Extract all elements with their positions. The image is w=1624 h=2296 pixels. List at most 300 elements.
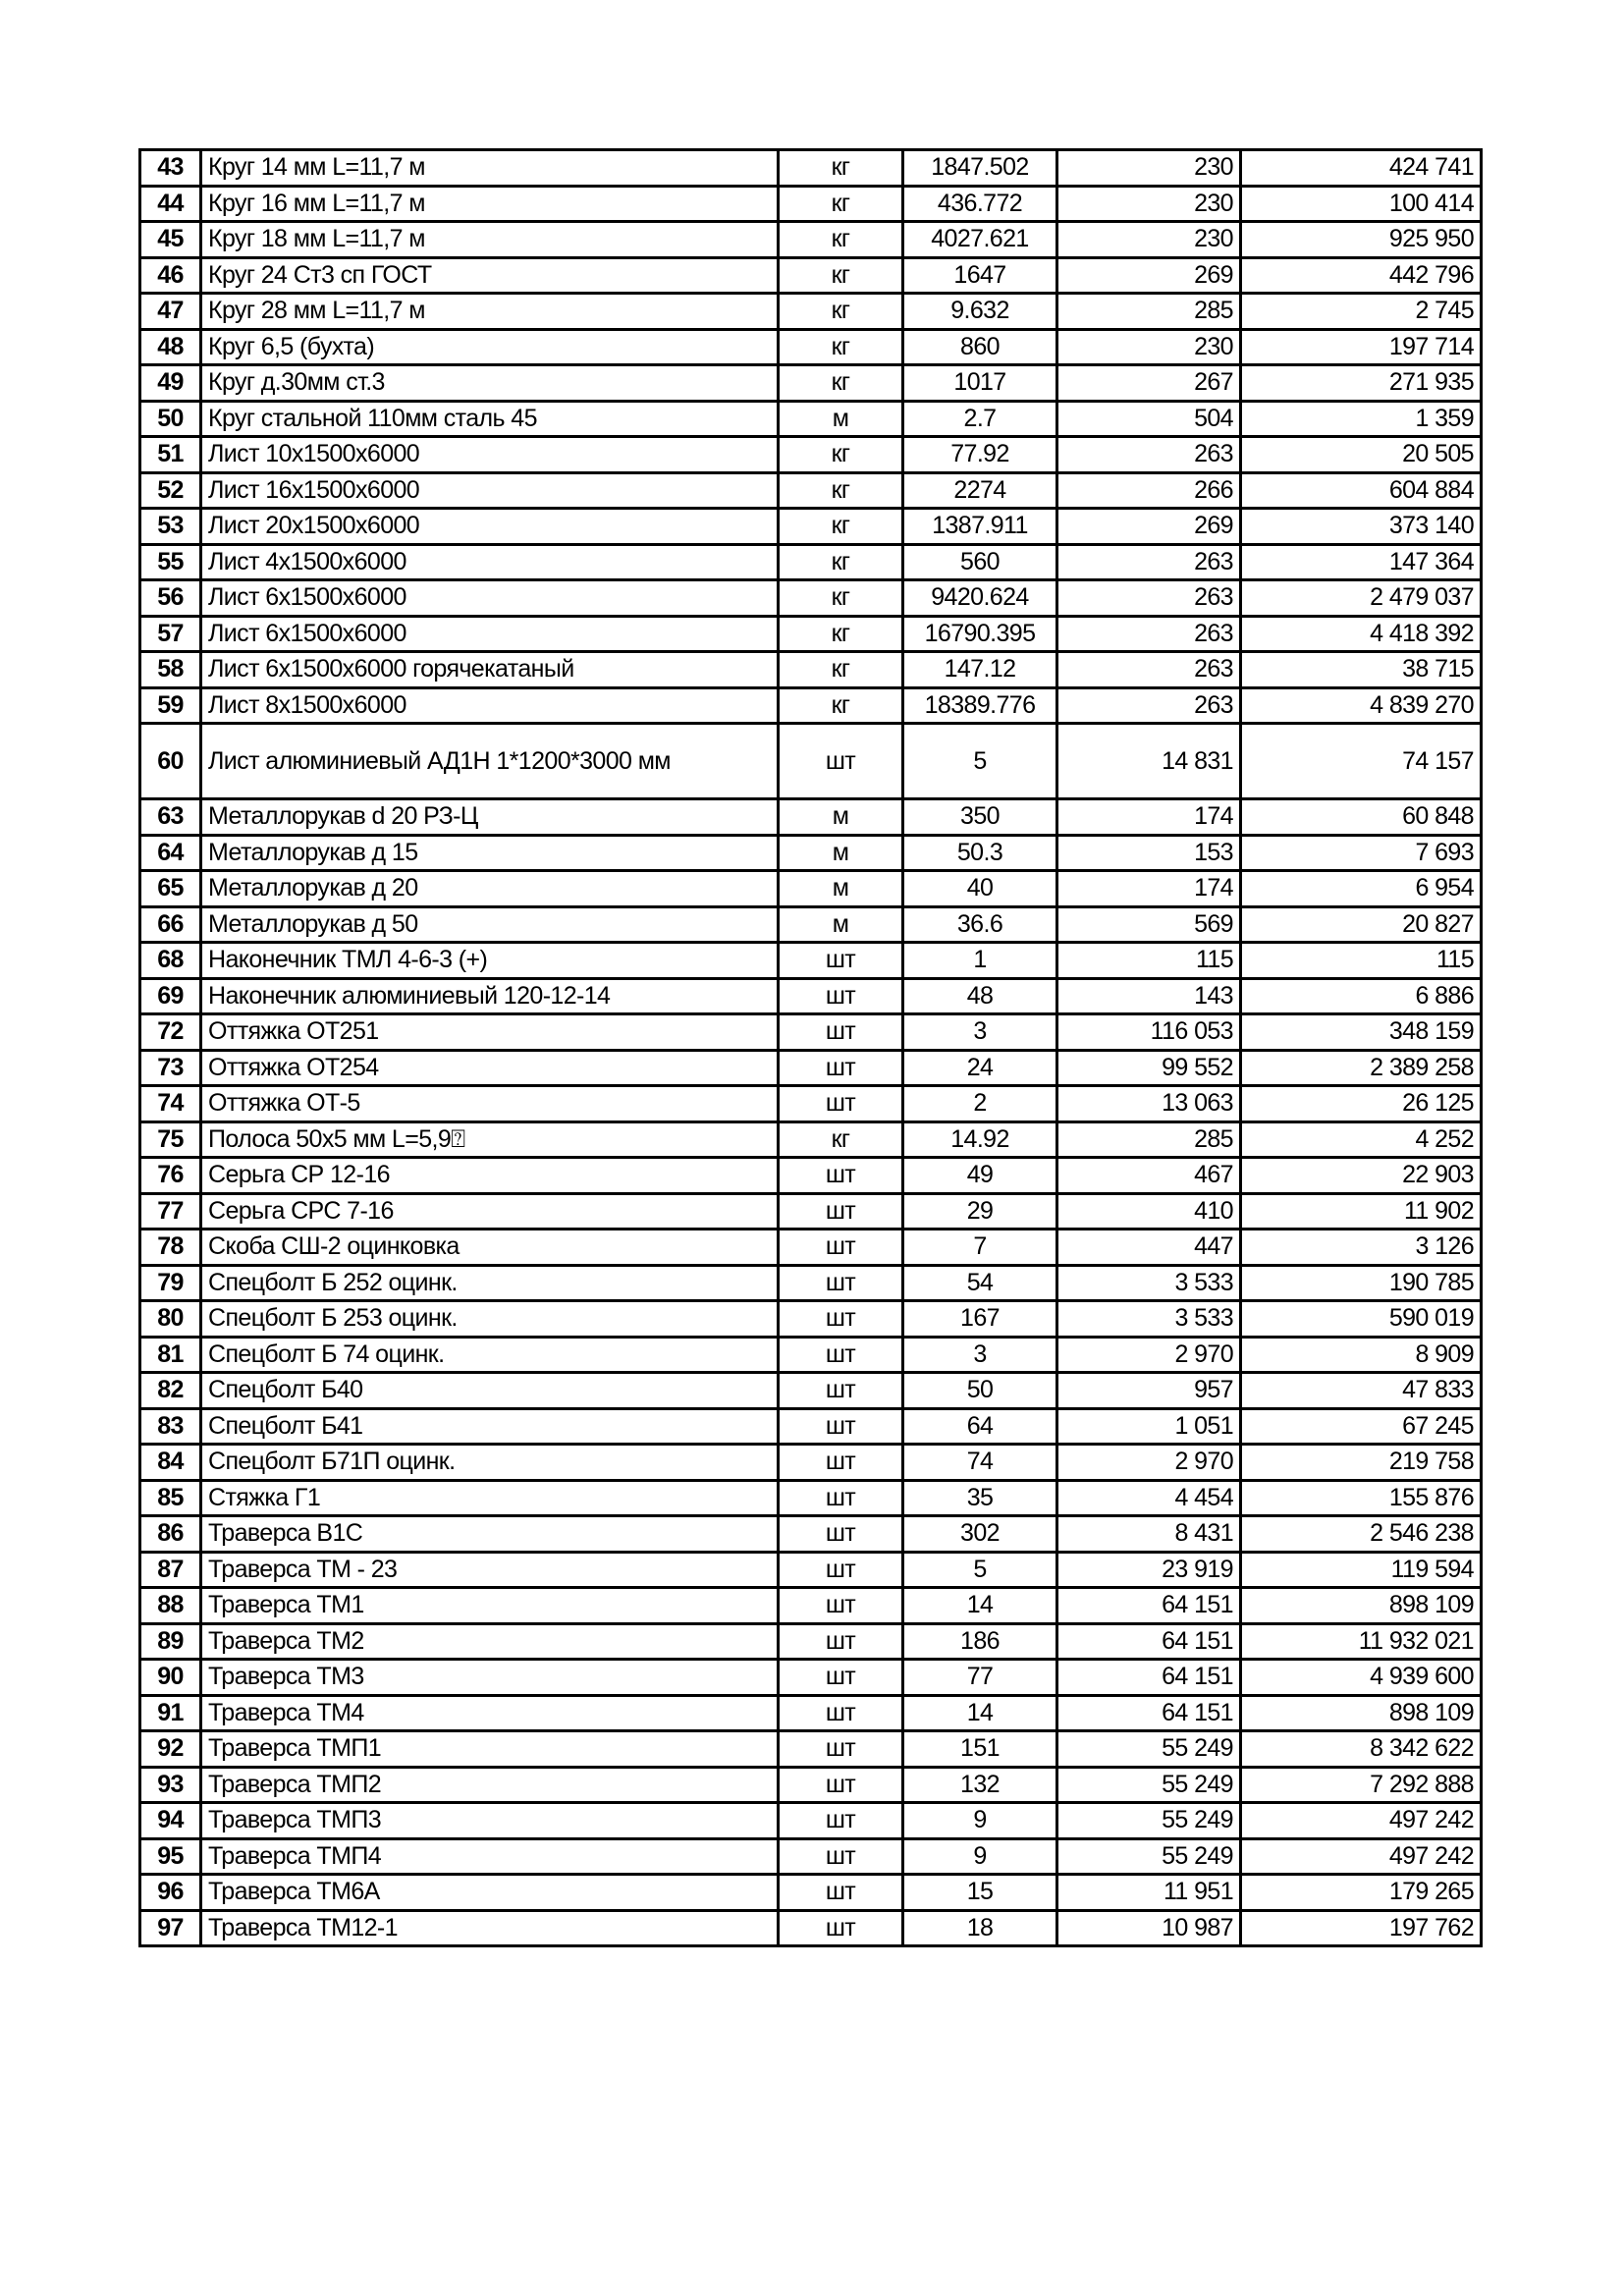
item-name: Траверса ТМ6А [201,1875,779,1911]
row-number: 59 [140,687,201,724]
item-unit: шт [779,1014,903,1051]
table-row [140,652,1482,688]
item-total: 197 714 [1241,329,1482,365]
item-total: 7 693 [1241,835,1482,871]
item-price: 569 [1057,906,1241,943]
item-quantity: 50.3 [903,835,1057,871]
item-unit: шт [779,1695,903,1731]
item-total: 115 [1241,943,1482,979]
item-total: 3 126 [1241,1230,1482,1266]
item-quantity: 167 [903,1301,1057,1338]
item-price: 447 [1057,1230,1241,1266]
item-total: 100 414 [1241,186,1482,222]
item-unit: шт [779,1193,903,1230]
item-unit: шт [779,1660,903,1696]
item-price: 55 249 [1057,1803,1241,1839]
item-unit: кг [779,186,903,222]
row-number: 50 [140,401,201,437]
items-table-body [140,150,1482,1946]
row-number: 56 [140,580,201,617]
item-price: 64 151 [1057,1623,1241,1660]
item-price: 64 151 [1057,1588,1241,1624]
item-total: 26 125 [1241,1086,1482,1122]
item-unit: шт [779,1301,903,1338]
item-name: Траверса ТМП2 [201,1767,779,1803]
item-price: 55 249 [1057,1767,1241,1803]
row-number: 84 [140,1445,201,1481]
table-row [140,799,1482,836]
row-number: 74 [140,1086,201,1122]
item-quantity: 132 [903,1767,1057,1803]
table-row [140,835,1482,871]
item-name: Стяжка Г1 [201,1480,779,1516]
item-name: Лист 20х1500х6000 [201,509,779,545]
item-unit: кг [779,257,903,294]
item-quantity: 9 [903,1838,1057,1875]
item-quantity: 9420.624 [903,580,1057,617]
item-quantity: 14 [903,1695,1057,1731]
item-name: Лист 6х1500х6000 [201,580,779,617]
item-quantity: 9.632 [903,294,1057,330]
item-name: Спецболт Б71П оцинк. [201,1445,779,1481]
item-price: 64 151 [1057,1695,1241,1731]
item-name: Спецболт Б 253 оцинк. [201,1301,779,1338]
item-name: Металлорукав д 15 [201,835,779,871]
item-total: 2 546 238 [1241,1516,1482,1553]
table-row [140,724,1482,799]
item-name: Спецболт Б 252 оцинк. [201,1265,779,1301]
item-price: 263 [1057,437,1241,473]
item-quantity: 186 [903,1623,1057,1660]
item-total: 898 109 [1241,1588,1482,1624]
table-row [140,437,1482,473]
row-number: 43 [140,150,201,187]
item-unit: шт [779,1230,903,1266]
item-name: Серьга СР 12-16 [201,1158,779,1194]
item-name: Траверса ТМ3 [201,1660,779,1696]
item-unit: м [779,799,903,836]
item-name: Оттяжка ОТ251 [201,1014,779,1051]
item-quantity: 24 [903,1050,1057,1086]
item-quantity: 18 [903,1910,1057,1946]
item-quantity: 147.12 [903,652,1057,688]
row-number: 45 [140,222,201,258]
item-price: 230 [1057,186,1241,222]
item-price: 11 951 [1057,1875,1241,1911]
item-price: 116 053 [1057,1014,1241,1051]
table-row [140,544,1482,580]
row-number: 91 [140,1695,201,1731]
item-unit: шт [779,1516,903,1553]
item-quantity: 14 [903,1588,1057,1624]
item-quantity: 560 [903,544,1057,580]
item-price: 99 552 [1057,1050,1241,1086]
item-total: 2 479 037 [1241,580,1482,617]
item-price: 174 [1057,799,1241,836]
row-number: 46 [140,257,201,294]
item-name: Лист 16х1500х6000 [201,472,779,509]
item-total: 424 741 [1241,150,1482,187]
table-row [140,1373,1482,1409]
item-total: 11 932 021 [1241,1623,1482,1660]
item-price: 269 [1057,509,1241,545]
row-number: 83 [140,1408,201,1445]
row-number: 64 [140,835,201,871]
item-total: 2 389 258 [1241,1050,1482,1086]
item-quantity: 36.6 [903,906,1057,943]
item-name: Наконечник алюминиевый 120-12-14 [201,978,779,1014]
row-number: 78 [140,1230,201,1266]
row-number: 79 [140,1265,201,1301]
item-name: Спецболт Б40 [201,1373,779,1409]
item-quantity: 48 [903,978,1057,1014]
table-row [140,222,1482,258]
item-price: 269 [1057,257,1241,294]
item-price: 263 [1057,687,1241,724]
item-total: 442 796 [1241,257,1482,294]
item-total: 348 159 [1241,1014,1482,1051]
table-row [140,1445,1482,1481]
row-number: 85 [140,1480,201,1516]
item-price: 3 533 [1057,1301,1241,1338]
item-price: 957 [1057,1373,1241,1409]
item-total: 11 902 [1241,1193,1482,1230]
row-number: 58 [140,652,201,688]
item-total: 179 265 [1241,1875,1482,1911]
table-row [140,906,1482,943]
item-price: 3 533 [1057,1265,1241,1301]
row-number: 63 [140,799,201,836]
item-quantity: 2.7 [903,401,1057,437]
item-name: Траверса ТМ1 [201,1588,779,1624]
item-quantity: 9 [903,1803,1057,1839]
table-row [140,1875,1482,1911]
table-row [140,978,1482,1014]
item-name: Спецболт Б 74 оцинк. [201,1337,779,1373]
row-number: 72 [140,1014,201,1051]
item-total: 197 762 [1241,1910,1482,1946]
item-name: Траверса ТМП1 [201,1731,779,1768]
item-total: 4 252 [1241,1121,1482,1158]
item-total: 590 019 [1241,1301,1482,1338]
item-total: 155 876 [1241,1480,1482,1516]
item-total: 22 903 [1241,1158,1482,1194]
table-row [140,1050,1482,1086]
item-quantity: 1017 [903,365,1057,402]
item-quantity: 1847.502 [903,150,1057,187]
row-number: 80 [140,1301,201,1338]
item-price: 263 [1057,652,1241,688]
row-number: 93 [140,1767,201,1803]
item-unit: шт [779,1480,903,1516]
item-name: Металлорукав d 20 РЗ-Ц [201,799,779,836]
item-unit: кг [779,329,903,365]
item-name: Лист 6х1500х6000 горячекатаный [201,652,779,688]
item-total: 47 833 [1241,1373,1482,1409]
item-total: 497 242 [1241,1838,1482,1875]
table-row [140,943,1482,979]
item-quantity: 4027.621 [903,222,1057,258]
item-price: 230 [1057,329,1241,365]
row-number: 95 [140,1838,201,1875]
row-number: 44 [140,186,201,222]
row-number: 97 [140,1910,201,1946]
item-quantity: 29 [903,1193,1057,1230]
row-number: 66 [140,906,201,943]
row-number: 77 [140,1193,201,1230]
item-total: 604 884 [1241,472,1482,509]
item-total: 20 505 [1241,437,1482,473]
item-name: Траверса ТМП4 [201,1838,779,1875]
table-row [140,1803,1482,1839]
row-number: 53 [140,509,201,545]
item-price: 266 [1057,472,1241,509]
item-price: 64 151 [1057,1660,1241,1696]
item-price: 8 431 [1057,1516,1241,1553]
row-number: 89 [140,1623,201,1660]
item-quantity: 77 [903,1660,1057,1696]
item-name: Оттяжка ОТ-5 [201,1086,779,1122]
row-number: 65 [140,871,201,907]
item-price: 115 [1057,943,1241,979]
item-unit: шт [779,1552,903,1588]
item-unit: шт [779,1445,903,1481]
item-unit: шт [779,1731,903,1768]
table-row [140,509,1482,545]
item-name: Лист 6х1500х6000 [201,616,779,652]
item-unit: шт [779,1408,903,1445]
item-unit: кг [779,580,903,617]
item-quantity: 1 [903,943,1057,979]
item-quantity: 151 [903,1731,1057,1768]
item-total: 60 848 [1241,799,1482,836]
item-total: 2 745 [1241,294,1482,330]
item-name: Серьга СРС 7-16 [201,1193,779,1230]
item-price: 10 987 [1057,1910,1241,1946]
table-row [140,1623,1482,1660]
item-price: 285 [1057,1121,1241,1158]
item-name: Траверса ТМ4 [201,1695,779,1731]
item-unit: шт [779,1623,903,1660]
table-row [140,687,1482,724]
item-unit: шт [779,1803,903,1839]
item-total: 119 594 [1241,1552,1482,1588]
item-name: Траверса ТМ2 [201,1623,779,1660]
table-row [140,1838,1482,1875]
item-total: 67 245 [1241,1408,1482,1445]
item-quantity: 1387.911 [903,509,1057,545]
table-row [140,1910,1482,1946]
item-unit: кг [779,294,903,330]
item-name: Лист алюминиевый АД1Н 1*1200*3000 мм [201,724,779,799]
item-name: Траверса ТМП3 [201,1803,779,1839]
item-total: 8 342 622 [1241,1731,1482,1768]
item-name: Металлорукав д 50 [201,906,779,943]
table-row [140,871,1482,907]
table-row [140,329,1482,365]
row-number: 52 [140,472,201,509]
item-price: 143 [1057,978,1241,1014]
item-price: 230 [1057,222,1241,258]
table-row [140,1265,1482,1301]
item-price: 263 [1057,580,1241,617]
item-price: 13 063 [1057,1086,1241,1122]
item-price: 285 [1057,294,1241,330]
item-total: 4 839 270 [1241,687,1482,724]
item-quantity: 35 [903,1480,1057,1516]
row-number: 47 [140,294,201,330]
item-price: 14 831 [1057,724,1241,799]
table-row [140,1301,1482,1338]
item-quantity: 50 [903,1373,1057,1409]
item-name: Круг 24 Ст3 сп ГОСТ [201,257,779,294]
item-unit: шт [779,1158,903,1194]
item-quantity: 3 [903,1337,1057,1373]
item-total: 271 935 [1241,365,1482,402]
item-quantity: 74 [903,1445,1057,1481]
item-price: 55 249 [1057,1731,1241,1768]
item-price: 55 249 [1057,1838,1241,1875]
item-name: Спецболт Б41 [201,1408,779,1445]
item-unit: м [779,871,903,907]
item-total: 7 292 888 [1241,1767,1482,1803]
item-name: Круг 16 мм L=11,7 м [201,186,779,222]
table-row [140,580,1482,617]
table-row [140,1552,1482,1588]
table-row [140,1408,1482,1445]
row-number: 94 [140,1803,201,1839]
item-total: 925 950 [1241,222,1482,258]
item-unit: кг [779,437,903,473]
item-total: 8 909 [1241,1337,1482,1373]
row-number: 69 [140,978,201,1014]
table-row [140,186,1482,222]
item-price: 2 970 [1057,1337,1241,1373]
item-total: 373 140 [1241,509,1482,545]
item-name: Траверса В1С [201,1516,779,1553]
table-row [140,1193,1482,1230]
item-price: 467 [1057,1158,1241,1194]
item-unit: шт [779,1086,903,1122]
item-unit: шт [779,1337,903,1373]
row-number: 87 [140,1552,201,1588]
item-unit: кг [779,150,903,187]
row-number: 55 [140,544,201,580]
item-total: 74 157 [1241,724,1482,799]
item-unit: шт [779,1910,903,1946]
item-total: 219 758 [1241,1445,1482,1481]
item-quantity: 2274 [903,472,1057,509]
table-row [140,1695,1482,1731]
item-quantity: 64 [903,1408,1057,1445]
item-unit: шт [779,1588,903,1624]
item-name: Лист 10х1500х6000 [201,437,779,473]
row-number: 86 [140,1516,201,1553]
item-unit: м [779,835,903,871]
item-quantity: 3 [903,1014,1057,1051]
item-unit: шт [779,1373,903,1409]
item-name: Траверса ТМ - 23 [201,1552,779,1588]
item-name: Круг д.30мм ст.3 [201,365,779,402]
table-row [140,1086,1482,1122]
item-name: Лист 8х1500х6000 [201,687,779,724]
table-row [140,1588,1482,1624]
item-quantity: 5 [903,724,1057,799]
row-number: 75 [140,1121,201,1158]
item-unit: шт [779,1838,903,1875]
item-unit: кг [779,472,903,509]
item-unit: кг [779,687,903,724]
table-row [140,1660,1482,1696]
item-unit: шт [779,1265,903,1301]
item-price: 4 454 [1057,1480,1241,1516]
item-quantity: 16790.395 [903,616,1057,652]
item-price: 153 [1057,835,1241,871]
item-unit: кг [779,509,903,545]
item-quantity: 1647 [903,257,1057,294]
row-number: 88 [140,1588,201,1624]
item-name: Траверса ТМ12-1 [201,1910,779,1946]
table-row [140,1480,1482,1516]
item-unit: шт [779,724,903,799]
item-price: 1 051 [1057,1408,1241,1445]
item-total: 898 109 [1241,1695,1482,1731]
table-row [140,257,1482,294]
item-unit: кг [779,222,903,258]
table-row [140,1516,1482,1553]
table-row [140,616,1482,652]
table-row [140,365,1482,402]
item-total: 38 715 [1241,652,1482,688]
item-name: Скоба СШ-2 оцинковка [201,1230,779,1266]
row-number: 49 [140,365,201,402]
table-row [140,1767,1482,1803]
item-unit: м [779,401,903,437]
table-row [140,294,1482,330]
item-unit: кг [779,365,903,402]
item-quantity: 54 [903,1265,1057,1301]
item-price: 263 [1057,544,1241,580]
table-row [140,1121,1482,1158]
item-price: 174 [1057,871,1241,907]
item-total: 147 364 [1241,544,1482,580]
item-unit: шт [779,1875,903,1911]
row-number: 76 [140,1158,201,1194]
row-number: 48 [140,329,201,365]
item-unit: шт [779,1050,903,1086]
item-quantity: 436.772 [903,186,1057,222]
item-unit: м [779,906,903,943]
row-number: 57 [140,616,201,652]
item-total: 497 242 [1241,1803,1482,1839]
item-name: Лист 4х1500х6000 [201,544,779,580]
item-unit: шт [779,1767,903,1803]
item-total: 6 886 [1241,978,1482,1014]
table-row [140,1158,1482,1194]
item-quantity: 350 [903,799,1057,836]
item-unit: шт [779,978,903,1014]
item-name: Круг 28 мм L=11,7 м [201,294,779,330]
item-name: Металлорукав д 20 [201,871,779,907]
table-row [140,1014,1482,1051]
table-row [140,472,1482,509]
table-row [140,1731,1482,1768]
item-price: 23 919 [1057,1552,1241,1588]
item-quantity: 77.92 [903,437,1057,473]
row-number: 81 [140,1337,201,1373]
item-quantity: 15 [903,1875,1057,1911]
table-row [140,150,1482,187]
